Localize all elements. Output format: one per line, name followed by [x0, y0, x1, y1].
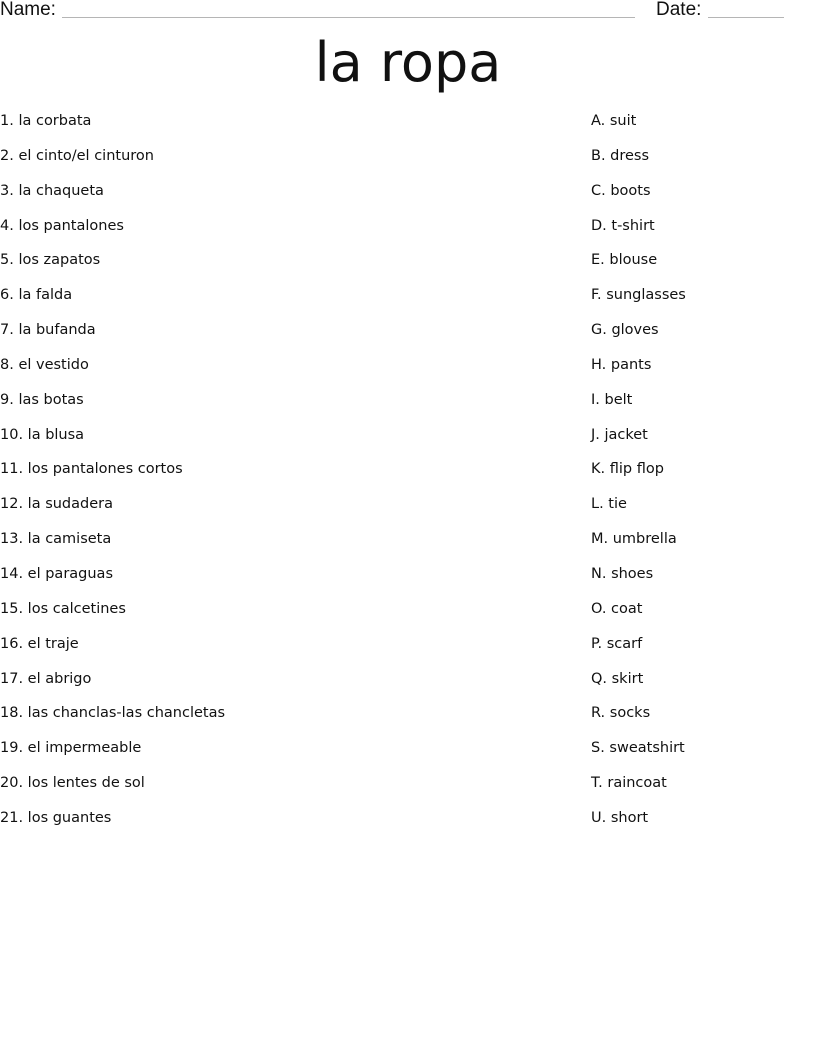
term-item: 10. la blusa — [0, 426, 85, 443]
term-item: 8. el vestido — [0, 356, 89, 373]
term-item: 18. las chanclas-las chancletas — [0, 705, 226, 722]
definition-item: O. coat — [591, 600, 643, 617]
definition-item: N. shoes — [591, 565, 654, 582]
page-title: la ropa — [314, 31, 502, 94]
term-item: 13. la camiseta — [0, 531, 112, 548]
term-item: 9. las botas — [0, 391, 84, 408]
definition-item: P. scarf — [591, 635, 643, 652]
term-item: 12. la sudadera — [0, 496, 113, 513]
term-item: 5. los zapatos — [0, 252, 101, 269]
definition-item: A. suit — [591, 113, 637, 129]
definition-item: R. socks — [591, 705, 651, 722]
term-item: 21. los guantes — [0, 809, 112, 826]
date-label: Date: — [656, 0, 702, 20]
term-item: 3. la chaqueta — [0, 182, 104, 199]
definition-item: S. sweatshirt — [591, 740, 685, 757]
term-item: 4. los pantalones — [0, 217, 124, 234]
definition-item: M. umbrella — [591, 531, 677, 548]
definition-item: K. flip flop — [591, 461, 664, 478]
worksheet-header — [0, 0, 816, 24]
definition-item: G. gloves — [591, 322, 659, 339]
term-item: 16. el traje — [0, 635, 79, 652]
date-blank-line[interactable] — [708, 17, 784, 18]
term-item: 15. los calcetines — [0, 600, 126, 617]
definition-item: I. belt — [591, 391, 633, 408]
definition-item: Q. skirt — [591, 670, 644, 687]
term-item: 20. los lentes de sol — [0, 775, 145, 792]
term-item: 2. el cinto/el cinturon — [0, 147, 154, 164]
term-item: 17. el abrigo — [0, 670, 92, 687]
term-item: 14. el paraguas — [0, 565, 113, 582]
term-item: 6. la falda — [0, 287, 73, 304]
definition-item: E. blouse — [591, 252, 658, 269]
term-item: 1. la corbata — [0, 113, 92, 129]
definition-item: F. sunglasses — [591, 287, 686, 304]
definition-item: B. dress — [591, 147, 650, 164]
definition-item: L. tie — [591, 496, 627, 513]
term-item: 19. el impermeable — [0, 740, 142, 757]
terms-list — [0, 112, 560, 844]
definition-item: U. short — [591, 809, 649, 826]
term-item: 7. la bufanda — [0, 322, 96, 339]
definition-item: H. pants — [591, 356, 652, 373]
name-blank-line[interactable] — [62, 17, 635, 18]
definition-item: T. raincoat — [591, 775, 667, 792]
definition-item: J. jacket — [591, 426, 648, 443]
name-label: Name: — [0, 0, 56, 20]
definitions-list — [591, 112, 811, 844]
definition-item: D. t-shirt — [591, 217, 655, 234]
term-item: 11. los pantalones cortos — [0, 461, 183, 478]
definition-item: C. boots — [591, 182, 651, 199]
